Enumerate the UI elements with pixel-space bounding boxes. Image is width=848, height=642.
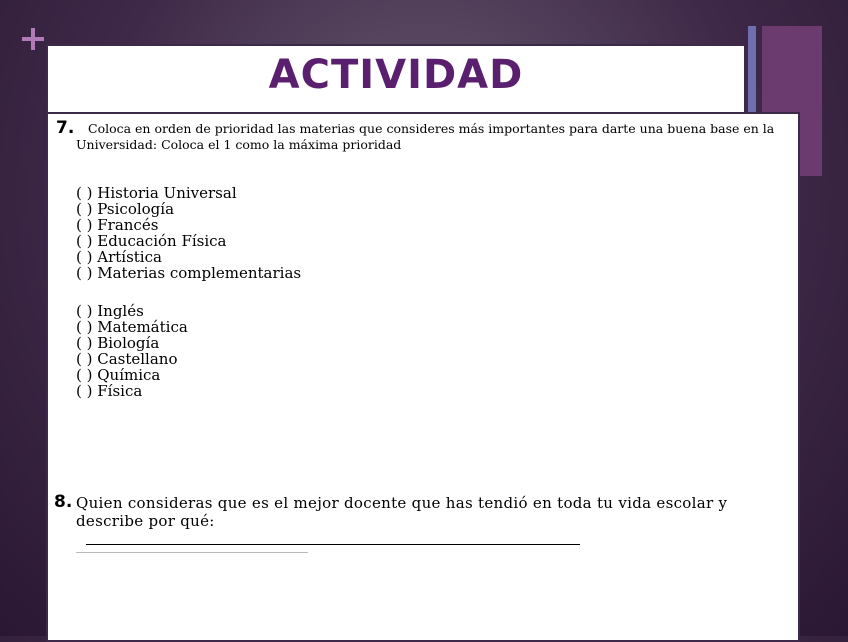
subject-option[interactable]: ( ) Historia Universal (76, 184, 237, 202)
plus-icon (22, 28, 44, 50)
answer-line[interactable] (86, 544, 580, 545)
question-7-text: Coloca en orden de prioridad las materias que consideres más importantes para darte una buena base en la Universidad: Coloca el 1 como la máxima prioridad (76, 121, 775, 152)
subject-option[interactable]: ( ) Artística (76, 248, 162, 266)
subject-list-group-1 (76, 185, 301, 281)
subject-option[interactable]: ( ) Física (76, 382, 143, 400)
subject-option[interactable]: ( ) Química (76, 366, 161, 384)
subject-option[interactable]: ( ) Francés (76, 216, 159, 234)
subject-list-group-2 (76, 303, 188, 399)
question-8-text: Quien consideras que es el mejor docente que has tendió en toda tu vida escolar y describe por qué: (76, 494, 728, 530)
slide-title: ACTIVIDAD (268, 52, 524, 98)
subject-option[interactable]: ( ) Inglés (76, 302, 144, 320)
subject-option[interactable]: ( ) Psicología (76, 200, 175, 218)
subject-option[interactable]: ( ) Materias complementarias (76, 264, 302, 282)
subject-option[interactable]: ( ) Matemática (76, 318, 188, 336)
title-panel (46, 44, 746, 116)
subject-option[interactable]: ( ) Biología (76, 334, 160, 352)
content-panel (46, 112, 800, 642)
subject-option[interactable]: ( ) Castellano (76, 350, 178, 368)
answer-line-secondary (76, 552, 308, 553)
subject-option[interactable]: ( ) Educación Física (76, 232, 227, 250)
question-8-number: 8. (54, 492, 73, 512)
question-7-number: 7. (56, 118, 75, 138)
